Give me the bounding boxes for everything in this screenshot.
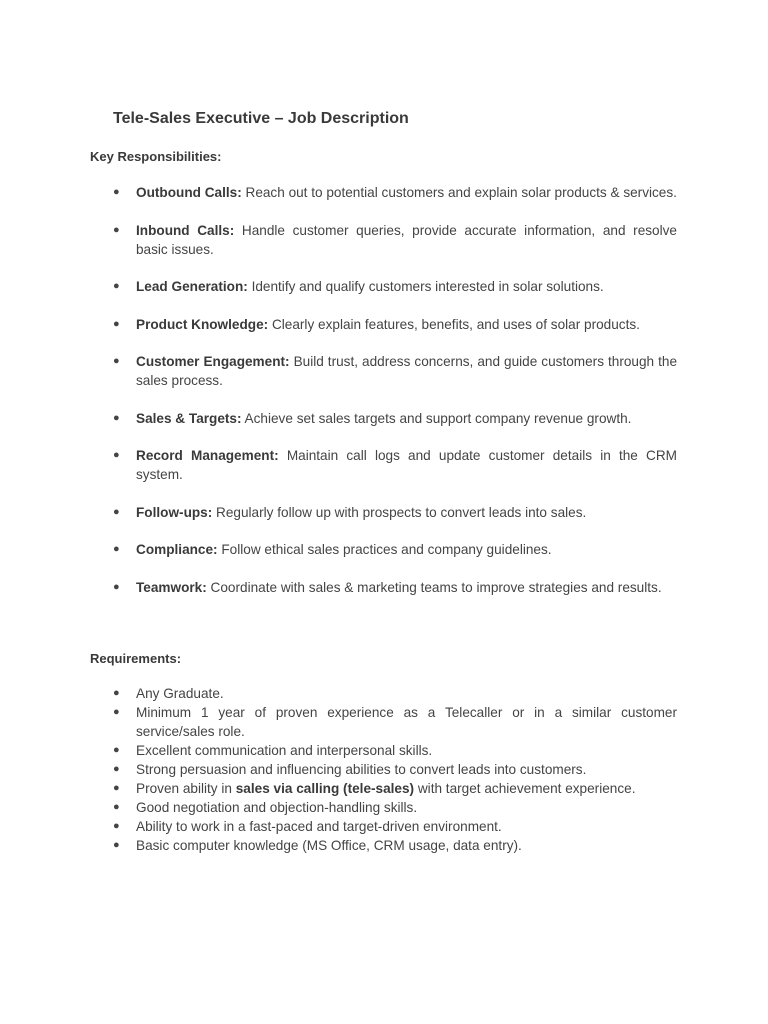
bullet-icon: ●	[113, 186, 120, 198]
requirement-text-start: Strong persuasion and influencing abilities to convert leads into customers.	[136, 762, 587, 777]
responsibility-label: Inbound Calls:	[136, 222, 235, 238]
responsibility-text	[136, 409, 677, 428]
responsibility-text	[136, 183, 677, 202]
responsibility-description: Handle customer queries, provide accurate information, and resolve basic issues.	[136, 222, 677, 257]
responsibility-text	[136, 540, 677, 559]
responsibilities-heading: Key Responsibilities:	[90, 149, 222, 164]
requirement-text-start: Ability to work in a fast-paced and target-driven environment.	[136, 819, 502, 834]
requirement-text-start: Any Graduate.	[136, 686, 224, 701]
list-item	[113, 277, 677, 296]
responsibility-label: Record Management:	[136, 448, 279, 463]
responsibility-label: Customer Engagement:	[136, 354, 290, 369]
requirement-text	[136, 798, 677, 817]
requirement-text	[136, 703, 677, 741]
responsibilities-list	[113, 183, 677, 615]
responsibility-text	[136, 315, 677, 334]
list-item	[113, 779, 677, 798]
requirements-list	[113, 684, 677, 855]
bullet-icon: ●	[113, 280, 120, 292]
list-item	[113, 760, 677, 779]
responsibility-description: Coordinate with sales & marketing teams to improve strategies and results.	[206, 579, 662, 595]
requirement-text-start: Excellent communication and interpersonal skills.	[136, 743, 433, 758]
bullet-icon: ●	[113, 449, 120, 461]
bullet-icon: ●	[113, 317, 120, 330]
list-item	[113, 221, 677, 259]
list-item	[113, 703, 677, 741]
requirement-text-start: Good negotiation and objection-handling skills.	[136, 800, 418, 815]
list-item	[113, 578, 677, 597]
responsibility-description: Clearly explain features, benefits, and uses of solar products.	[268, 316, 640, 332]
responsibility-description: Follow ethical sales practices and company guidelines.	[217, 542, 552, 557]
document-title: Tele-Sales Executive – Job Description	[113, 110, 409, 127]
responsibility-text	[136, 277, 677, 296]
requirement-text-start: Proven ability in	[136, 781, 236, 796]
list-item	[113, 446, 677, 484]
responsibility-description: Identify and qualify customers interested in solar solutions.	[247, 279, 604, 294]
responsibility-description: Build trust, address concerns, and guide customers through the sales process.	[136, 354, 678, 388]
requirement-text-start: Basic computer knowledge (MS Office, CRM usage, data entry).	[136, 838, 522, 853]
responsibility-label: Follow-ups:	[136, 504, 213, 520]
responsibility-text	[136, 503, 677, 522]
responsibility-description: Regularly follow up with prospects to convert leads into sales.	[212, 504, 587, 520]
requirement-text	[136, 684, 677, 703]
bullet-icon: ●	[113, 801, 120, 813]
responsibility-text	[136, 446, 677, 484]
list-item	[113, 352, 677, 390]
list-item	[113, 741, 677, 760]
bullet-icon: ●	[113, 223, 120, 236]
requirement-text	[136, 836, 677, 855]
requirements-heading: Requirements:	[90, 651, 182, 666]
bullet-icon: ●	[113, 543, 120, 555]
bullet-icon: ●	[113, 782, 120, 794]
list-item	[113, 315, 677, 334]
list-item	[113, 540, 677, 559]
responsibility-label: Compliance:	[136, 542, 218, 557]
bullet-icon: ●	[113, 744, 120, 756]
list-item	[113, 684, 677, 703]
list-item	[113, 817, 677, 836]
responsibility-label: Lead Generation:	[136, 279, 248, 294]
responsibility-label: Sales & Targets:	[136, 410, 242, 426]
list-item	[113, 183, 677, 202]
responsibility-label: Teamwork:	[136, 579, 207, 595]
bullet-icon: ●	[113, 355, 120, 367]
requirement-text	[136, 741, 677, 760]
requirement-text-start: Minimum 1 year of proven experience as a Telecaller or in a similar customer service/sales role.	[136, 705, 677, 739]
bullet-icon: ●	[113, 505, 120, 518]
responsibility-description: Reach out to potential customers and explain solar products & services.	[241, 185, 677, 200]
requirement-highlight: sales via calling (tele-sales)	[235, 781, 415, 796]
list-item	[113, 798, 677, 817]
bullet-icon: ●	[113, 820, 120, 832]
requirement-text	[136, 760, 677, 779]
responsibility-label: Product Knowledge:	[136, 316, 269, 332]
bullet-icon: ●	[113, 580, 120, 593]
bullet-icon: ●	[113, 687, 120, 699]
list-item	[113, 503, 677, 522]
list-item	[113, 836, 677, 855]
responsibility-description: Achieve set sales targets and support company revenue growth.	[241, 410, 632, 426]
responsibility-text	[136, 221, 677, 259]
bullet-icon: ●	[113, 763, 120, 775]
bullet-icon: ●	[113, 411, 120, 424]
requirement-text	[136, 817, 677, 836]
requirement-text-end: with target achievement experience.	[414, 781, 636, 796]
responsibility-text	[136, 578, 677, 597]
bullet-icon: ●	[113, 706, 120, 718]
responsibility-description: Maintain call logs and update customer details in the CRM system.	[136, 448, 678, 482]
responsibility-label: Outbound Calls:	[136, 185, 242, 200]
responsibility-text	[136, 352, 677, 390]
list-item	[113, 409, 677, 428]
bullet-icon: ●	[113, 839, 120, 851]
requirement-text	[136, 779, 677, 798]
